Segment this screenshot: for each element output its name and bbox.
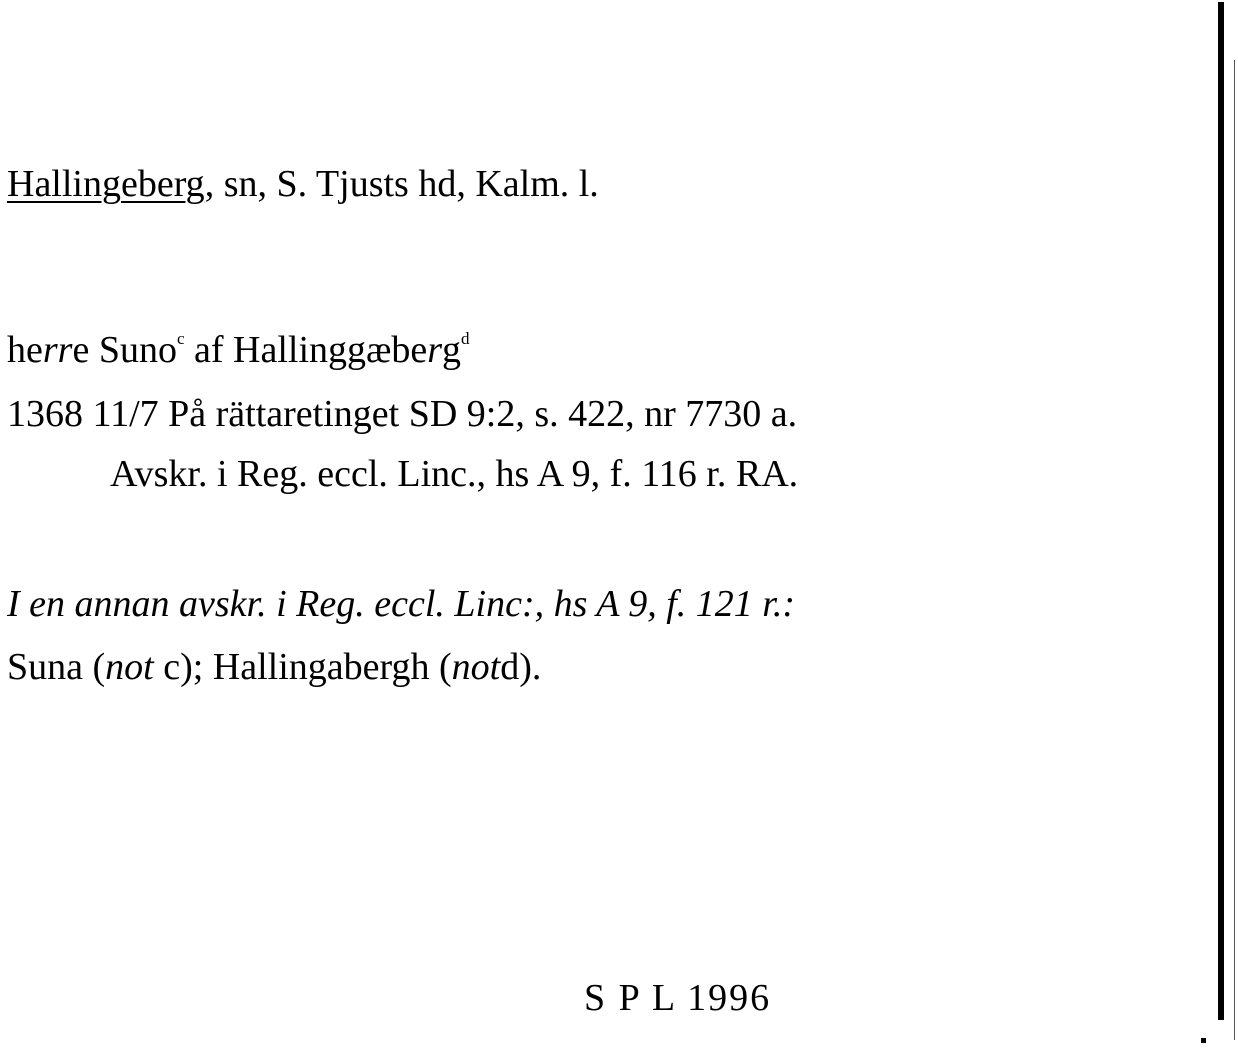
footnote-marker-c: c bbox=[176, 329, 185, 348]
scan-speck bbox=[1201, 1038, 1206, 1043]
attested-form bbox=[7, 331, 470, 369]
variant-text: Suna ( bbox=[7, 646, 106, 688]
footer-signature: S P L 1996 bbox=[584, 977, 772, 1019]
variant-italic: not bbox=[451, 646, 501, 688]
form-text: af Hallinggæbe bbox=[184, 329, 428, 371]
variant-readings bbox=[7, 648, 541, 686]
form-italic: r bbox=[427, 329, 443, 371]
headword: Hallingeberg bbox=[7, 163, 205, 205]
card-edge bbox=[1218, 2, 1224, 1020]
form-italic: rr bbox=[42, 329, 73, 371]
source-transcript: Avskr. i Reg. eccl. Linc., hs A 9, f. 116 r. RA. bbox=[110, 453, 799, 495]
variant-text: c); Hallingabergh ( bbox=[153, 646, 452, 688]
form-text: g bbox=[442, 329, 462, 371]
card-edge-shadow bbox=[1234, 60, 1235, 1040]
entry-heading bbox=[7, 165, 599, 203]
variant-text: d). bbox=[500, 646, 542, 688]
variant-italic: not bbox=[105, 646, 154, 688]
form-text: e Suno bbox=[72, 329, 177, 371]
source-citation: 1368 11/7 På rättaretinget SD 9:2, s. 422, nr 7730 a. bbox=[7, 393, 798, 435]
variant-intro: I en annan avskr. i Reg. eccl. Linc:, hs A 9, f. 121 r.: bbox=[7, 583, 796, 625]
headword-description: , sn, S. Tjusts hd, Kalm. l. bbox=[204, 163, 599, 205]
footnote-marker-d: d bbox=[461, 329, 470, 348]
form-text: he bbox=[7, 329, 43, 371]
